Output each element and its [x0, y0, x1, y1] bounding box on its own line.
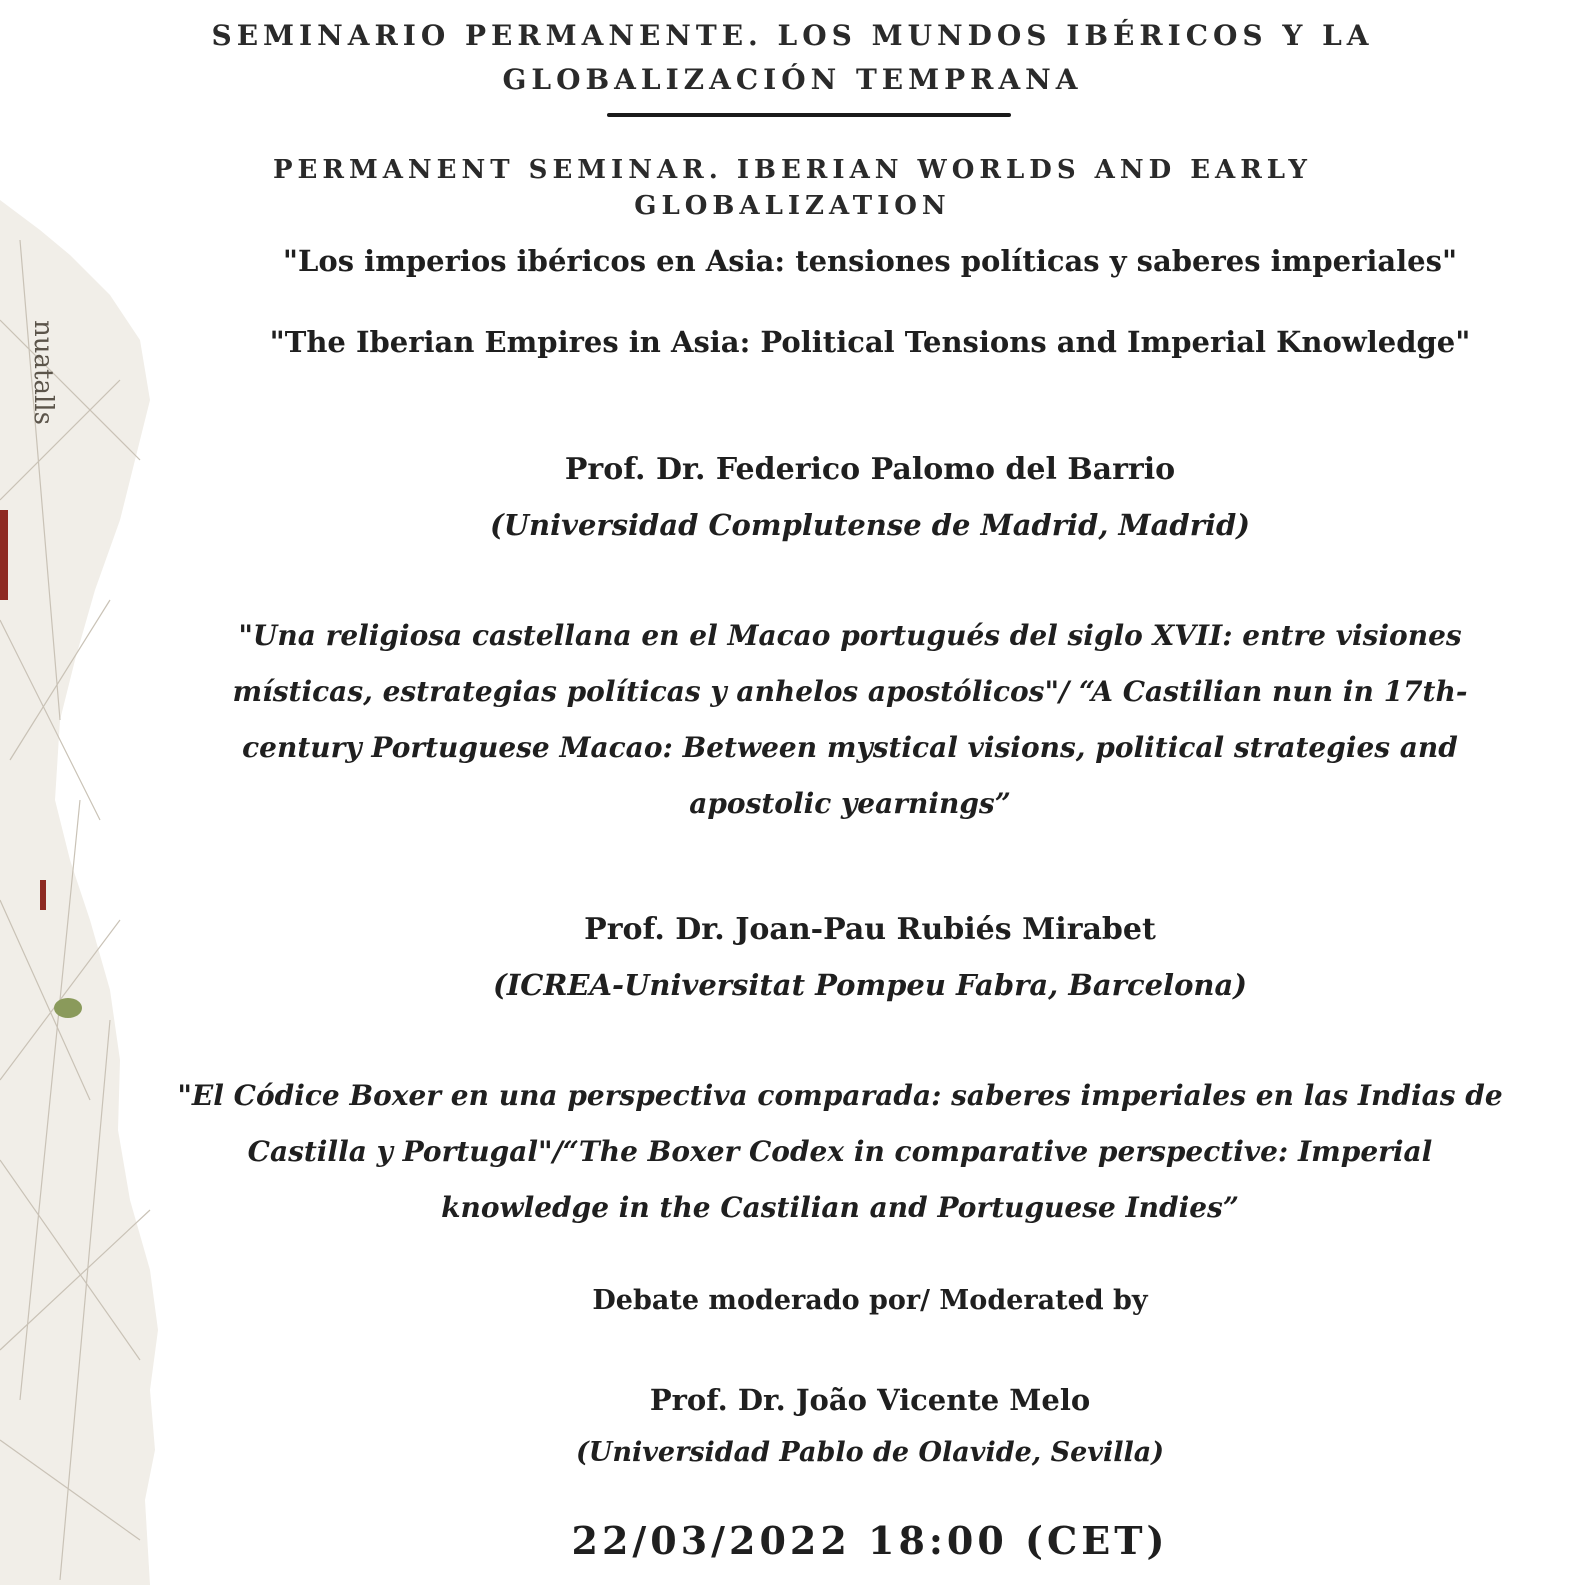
english-seminar-title: PERMANENT SEMINAR. IBERIAN WORLDS AND EARLY GLOBALIZATION [272, 155, 1312, 221]
moderation-label: Debate moderado por/ Moderated by [592, 1285, 1148, 1316]
map-green-island [54, 998, 82, 1018]
speaker-1-talk-title: "Una religiosa castellana en el Macao portugués del siglo XVII: entre visiones místicas, estrategias políticas y anhelos apostólicos"/ “A Castilian nun in 17th-century Portuguese Macao: Between mystical visions, political strategies and apostolic yearnings” [232, 619, 1468, 820]
event-date-time: 22/03/2022 18:00 (CET) [571, 1518, 1169, 1563]
speaker-2-talk-title: "El Códice Boxer en una perspectiva comparada: saberes imperiales en las Indias de Castilla y Portugal"/“The Boxer Codex in comparative perspective: Imperial knowledge in the Castilian and Portuguese Indies” [177, 1079, 1503, 1224]
session-title-english: "The Iberian Empires in Asia: Political Tensions and Imperial Knowledge" [269, 325, 1471, 359]
torn-map-paper [0, 200, 158, 1585]
map-fragment-decoration [0, 200, 165, 1585]
moderator-name: Prof. Dr. João Vicente Melo [649, 1383, 1091, 1417]
speaker-2-institution: (ICREA-Universitat Pompeu Fabra, Barcelona) [492, 968, 1248, 1002]
moderator-institution: (Universidad Pablo de Olavide, Sevilla) [576, 1437, 1164, 1468]
map-red-mark [40, 880, 46, 910]
speaker-2-name: Prof. Dr. Joan-Pau Rubiés Mirabet [584, 912, 1156, 947]
speaker-1-institution: (Universidad Complutense de Madrid, Madrid) [490, 508, 1250, 542]
map-manuscript-lettering: nuatalls [28, 320, 58, 425]
map-red-mark [0, 510, 8, 600]
session-title-spanish: "Los imperios ibéricos en Asia: tensiones políticas y saberes imperiales" [282, 244, 1458, 278]
speaker-1-name: Prof. Dr. Federico Palomo del Barrio [564, 452, 1176, 487]
title-divider [607, 113, 1011, 117]
spanish-seminar-title: SEMINARIO PERMANENTE. LOS MUNDOS IBÉRICOS Y LA GLOBALIZACIÓN TEMPRANA [211, 19, 1374, 96]
